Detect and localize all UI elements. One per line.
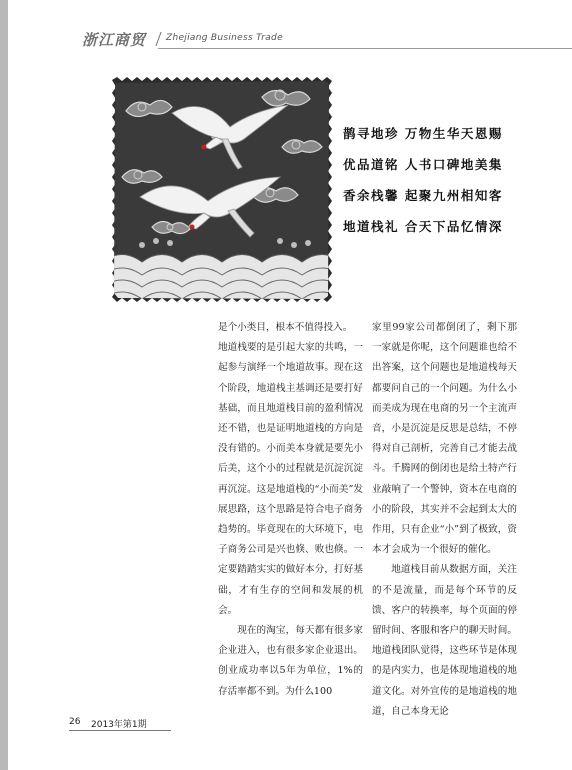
poem-line: 地道栈礼 合天下品忆情深	[343, 219, 503, 234]
header-rule	[158, 48, 572, 49]
page-edge-strip	[0, 0, 8, 770]
poem-line: 香余栈馨 起聚九州相知客	[343, 188, 503, 203]
magazine-english-name: Zhejiang Business Trade	[166, 33, 283, 43]
cranes-clouds-waves-artwork	[112, 77, 332, 302]
paragraph: 是个小类目，根本不值得投入。	[218, 322, 353, 333]
paragraph: 现在的淘宝，每天都有很多家企业进入，也有很多家企业退出。创业成功率以5年为单位，1%的存活率都不到。为什么100	[218, 625, 363, 697]
paragraph: 地道栈要的是引起大家的共鸣，一起参与演绎一个地道故事。现在这个阶段，地道栈主基调还是要打好基础，而且地道栈目前的盈利情况还不错，也是证明地道栈的方向是没有错的。小而美本身就是要先小后美，这个小的过程就是沉淀沉淀再沉淀。这是地道栈的“小而美”发展思路，这个思路是符合电子商务趋势的。毕竟现在的大环境下，电子商务公司是兴也倏、败也倏。一定要踏踏实实的做好本分，打好基础，才有生存的空间和发展的机会。	[218, 342, 363, 616]
body-column-left	[218, 318, 363, 702]
page-footer	[69, 715, 179, 731]
magazine-logo: 浙江商贸	[82, 31, 147, 49]
poem	[343, 118, 553, 242]
issue-label: 2013年第1期	[91, 720, 147, 730]
poem-line: 鹊寻地珍 万物生华天恩赐	[343, 126, 503, 141]
body-column-right	[372, 318, 517, 722]
poem-line: 优品道铭 人书口碑地美集	[343, 157, 503, 172]
footer-rule	[69, 730, 171, 731]
page-header	[8, 30, 572, 50]
paragraph: 家里99家公司都倒闭了，剩下那一家就是你呢，这个问题谁也给不出答案，这个问题也是地道栈每天都要问自己的一个问题。为什么小而美成为现在电商的另一个主流声音，小是沉淀是反思是总结，不停得对自己剖析，完善自己才能去战斗。千腾网的倒闭也是给土特产行业敲响了一个警钟，资本在电商的小的阶段，其实并不会起到太大的作用，只有企业“小”到了极致，资本才会成为一个很好的催化。	[372, 322, 517, 556]
paragraph: 地道栈目前从数据方面，关注的不是流量，而是每个环节的反馈、客户的转换率，每个页面的停留时间、客服和客户的聊天时间。地道栈团队觉得，这些环节是体现的是内实力，也是体现地道栈的地道文化。对外宣传的是地道栈的地道，自己本身无论	[372, 564, 517, 717]
page-number: 26	[69, 717, 81, 727]
